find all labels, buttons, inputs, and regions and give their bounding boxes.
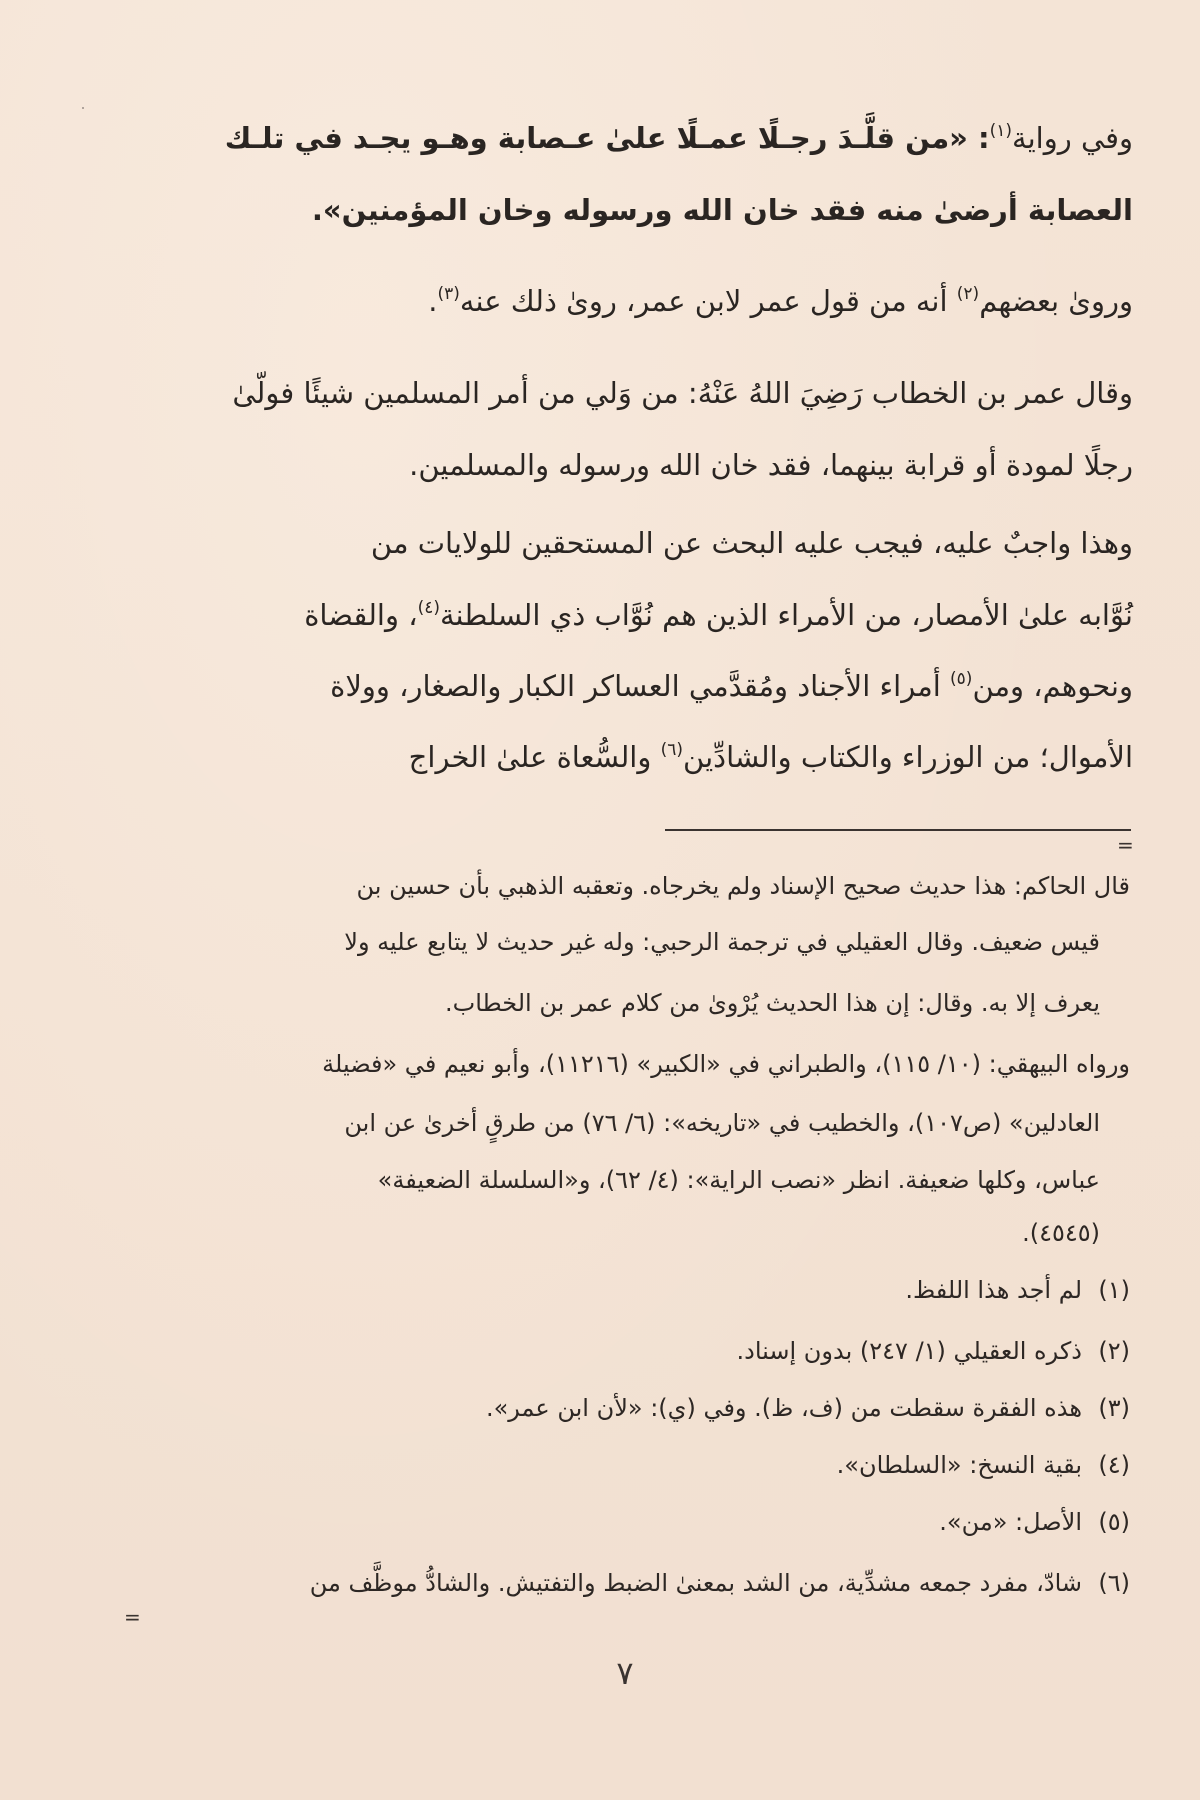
footnote-line: العادلين» (ص١٠٧)، والخطيب في «تاريخه»: (٦/ ٧٦) من طرقٍ أخرىٰ عن ابن: [344, 1109, 1100, 1137]
footnote-text: لم أجد هذا اللفظ.: [905, 1276, 1082, 1304]
line-text: والسُّعاة علىٰ الخراج: [408, 740, 661, 774]
line-text: أنه من قول عمر لابن عمر، روىٰ ذلك عنه: [459, 284, 957, 318]
footnote-line: يعرف إلا به. وقال: إن هذا الحديث يُرْوىٰ من كلام عمر بن الخطاب.: [445, 989, 1100, 1017]
footnote-separator: [665, 829, 1131, 831]
footnote-number: (١): [1098, 1276, 1130, 1304]
line-text: وروىٰ بعضهم: [979, 284, 1133, 318]
footnote-ref-2[interactable]: (٢): [956, 284, 980, 304]
line-text: ونحوهم، ومن: [972, 669, 1133, 703]
line-text: أمراء الأجناد ومُقدَّمي العساكر الكبار والصغار، وولاة: [330, 669, 951, 703]
paper-speck: [82, 107, 84, 109]
footnote-6: [122, 1565, 1130, 1601]
footnote-number: (٥): [1098, 1508, 1130, 1536]
footnote-1: [122, 1272, 1130, 1308]
footnote-text: بقية النسخ: «السلطان».: [836, 1451, 1082, 1479]
hadith-quote: : «من قلَّـدَ رجـلًا عمـلًا علىٰ عـصابة وهـو يجـد في تلـك: [224, 121, 990, 155]
footnote-number: (٣): [1098, 1394, 1130, 1422]
footnote-ref-5[interactable]: (٥): [950, 669, 973, 689]
main-line-8: [125, 666, 1133, 706]
footnote-ref-3[interactable]: (٣): [437, 284, 460, 304]
footnote-ref-6[interactable]: (٦): [660, 740, 684, 760]
hadith-quote: العصابة أرضىٰ منه فقد خان الله ورسوله وخان المؤمنين».: [311, 193, 1133, 227]
footnote-line: ورواه البيهقي: (١٠/ ١١٥)، والطبراني في «الكبير» (١١٢١٦)، وأبو نعيم في «فضيلة: [322, 1050, 1130, 1078]
line-text: الأموال؛ من الوزراء والكتاب والشادِّين: [683, 740, 1133, 774]
footnote-ref-4[interactable]: (٤): [417, 598, 440, 618]
footnote-text: الأصل: «من».: [939, 1508, 1082, 1536]
line-text: وفي رواية: [1012, 121, 1133, 155]
footnote-line: قيس ضعيف. وقال العقيلي في ترجمة الرحبي: وله غير حديث لا يتابع عليه ولا: [344, 928, 1100, 956]
footnote-text: هذه الفقرة سقطت من (ف، ظ). وفي (ي): «لأن ابن عمر».: [485, 1394, 1082, 1422]
footnote-4: [122, 1447, 1130, 1483]
line-text: وهذا واجبٌ عليه، فيجب عليه البحث عن المستحقين للولايات من: [370, 526, 1133, 560]
main-line-4: [125, 373, 1133, 413]
main-line-5: [125, 445, 1133, 485]
footnote-line: قال الحاكم: هذا حديث صحيح الإسناد ولم يخرجاه. وتعقبه الذهبي بأن حسين بن: [356, 872, 1130, 900]
footnote-line: (٤٥٤٥).: [1022, 1219, 1100, 1247]
footnote-ref-1[interactable]: (١): [989, 121, 1013, 141]
footnote-text: شادّ، مفرد جمعه مشدِّية، من الشد بمعنىٰ الضبط والتفتيش. والشادُّ موظَّف من: [309, 1569, 1082, 1597]
main-line-2: [125, 190, 1133, 230]
footnote-text: ذكره العقيلي (١/ ٢٤٧) بدون إسناد.: [736, 1337, 1082, 1365]
continuation-mark-bottom: =: [124, 1605, 141, 1629]
footnote-number: (٢): [1098, 1337, 1130, 1365]
continuation-mark-top: =: [1117, 833, 1134, 857]
footnote-number: (٤): [1098, 1451, 1130, 1479]
page-number: ٧: [616, 1654, 634, 1692]
line-text: ، والقضاة: [304, 598, 418, 632]
footnote-line: عباس، وكلها ضعيفة. انظر «نصب الراية»: (٤/ ٦٢)، و«السلسلة الضعيفة»: [377, 1166, 1100, 1194]
main-line-1: [125, 118, 1133, 158]
line-text: رجلًا لمودة أو قرابة بينهما، فقد خان الله ورسوله والمسلمين.: [409, 448, 1133, 482]
footnote-5: [122, 1504, 1130, 1540]
footnote-number: (٦): [1098, 1569, 1130, 1597]
main-line-6: [125, 523, 1133, 563]
line-text: .: [428, 284, 438, 318]
line-text: نُوَّابه علىٰ الأمصار، من الأمراء الذين هم نُوَّاب ذي السلطنة: [439, 598, 1133, 632]
footnote-3: [122, 1390, 1130, 1426]
main-line-3: [125, 281, 1133, 321]
footnote-2: [122, 1333, 1130, 1369]
line-text: وقال عمر بن الخطاب رَضِيَ اللهُ عَنْهُ: من وَلي من أمر المسلمين شيئًا فولّىٰ: [232, 376, 1133, 410]
main-line-9: [125, 737, 1133, 777]
main-line-7: [125, 595, 1133, 635]
